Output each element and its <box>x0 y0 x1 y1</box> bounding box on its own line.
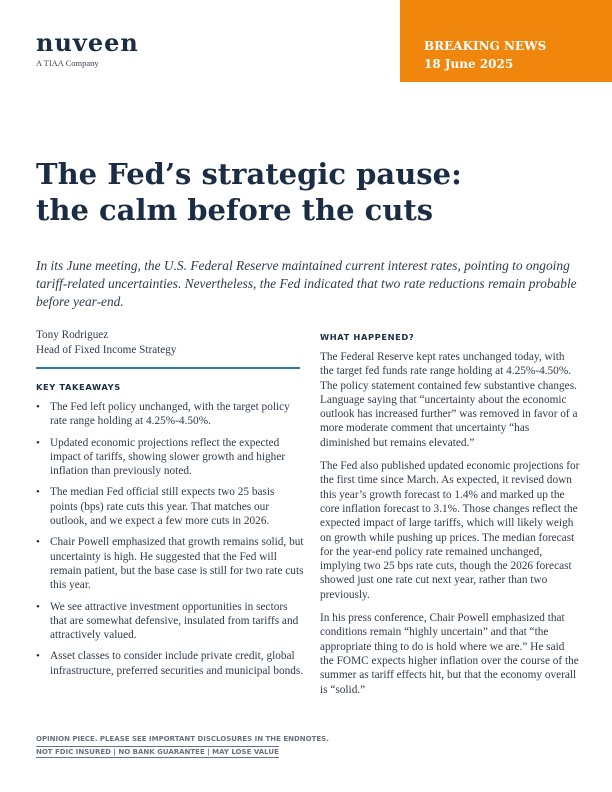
what-happened-body <box>320 350 580 706</box>
badge-label: BREAKING NEWS <box>424 39 547 53</box>
list-item-text: The median Fed official still expects two 25 basis points (bps) rate cuts this year. That matches our outlook, and we expect a few more cuts in 2026. <box>50 486 275 528</box>
list-item <box>36 535 304 592</box>
list-item <box>36 436 304 479</box>
page-title <box>36 156 576 228</box>
list-item-text: Asset classes to consider include private credit, global infrastructure, preferred securities and municipal bonds. <box>50 650 304 677</box>
list-item-text: Updated economic projections reflect the expected impact of tariffs, showing slower growth and higher inflation than previously noted. <box>50 436 286 478</box>
breaking-news-badge <box>400 0 612 82</box>
bullet-icon: • <box>36 436 40 449</box>
list-item-text: We see attractive investment opportunities in sectors that are somewhat defensive, insulated from tariffs and attractively valued. <box>50 600 299 642</box>
body-paragraph: The Federal Reserve kept rates unchanged today, with the target fed funds rate range holding at 4.25%-4.50%. The policy statement contained few substantive changes. Language saying that “uncertainty about the economic outlook has increased further” was removed in favor of a more moderate comment that uncertainty “has diminished but remains elevated.” <box>320 351 578 449</box>
author-name: Tony Rodriguez <box>36 329 109 341</box>
body-paragraph: In his press conference, Chair Powell emphasized that conditions remain “highly uncertain” and that “the appropriate thing to do is hold where we are.” He said the FOMC expects higher inflation over the course of the summer as tariff effects hit, but that the economy overall is “solid.” <box>320 612 579 696</box>
list-item <box>36 649 304 678</box>
footer-disclosures <box>36 735 329 758</box>
footer-fdic-note: NOT FDIC INSURED | NO BANK GUARANTEE | MAY LOSE VALUE <box>36 748 279 756</box>
author-block <box>36 328 176 357</box>
bullet-icon: • <box>36 536 40 549</box>
section-divider <box>36 367 300 369</box>
intro-paragraph: In its June meeting, the U.S. Federal Reserve maintained current interest rates, pointing to ongoing tariff-related uncertainties. Nevertheless, the Fed indicated that two rate reductions remain probable before year-end. <box>36 258 577 309</box>
list-item <box>36 600 304 643</box>
bullet-icon: • <box>36 600 40 613</box>
logo-wordmark: nuveen <box>36 28 139 57</box>
title-line-2: the calm before the cuts <box>36 193 434 227</box>
bullet-icon: • <box>36 401 40 413</box>
list-item-text: Chair Powell emphasized that growth remains solid, but uncertainty is high. He suggested that the Fed will remain patient, but the base case is still for two rate cuts this year. <box>50 536 304 592</box>
bullet-icon: • <box>36 486 40 499</box>
nuveen-logo <box>36 30 139 68</box>
list-item <box>36 400 304 429</box>
list-item <box>36 485 304 528</box>
badge-date: 18 June 2025 <box>424 57 514 71</box>
footer-opinion-note: OPINION PIECE. PLEASE SEE IMPORTANT DISCLOSURES IN THE ENDNOTES. <box>36 735 329 743</box>
what-happened-heading: WHAT HAPPENED? <box>320 332 415 342</box>
logo-subline: A TIAA Company <box>36 58 99 68</box>
list-item-text: The Fed left policy unchanged, with the target policy rate range holding at 4.25%-4.50%. <box>50 401 290 428</box>
title-line-1: The Fed’s strategic pause: <box>36 157 462 191</box>
key-takeaways-heading: KEY TAKEAWAYS <box>36 382 121 392</box>
bullet-icon: • <box>36 650 40 663</box>
author-role: Head of Fixed Income Strategy <box>36 343 177 356</box>
body-paragraph: The Fed also published updated economic projections for the first time since March. As expected, it revised down this year’s growth forecast to 1.4% and marked up the core inflation forecast to 3.1%. Those changes reflect the expected impact of large tariffs, which will likely weigh on growth while pushing up prices. The median forecast for the year-end policy rate remained unchanged, implying two 25 bps rate cuts, though the 2026 forecast showed just one rate cut next year, rather than two previously. <box>320 460 580 601</box>
key-takeaways-list <box>36 400 304 685</box>
